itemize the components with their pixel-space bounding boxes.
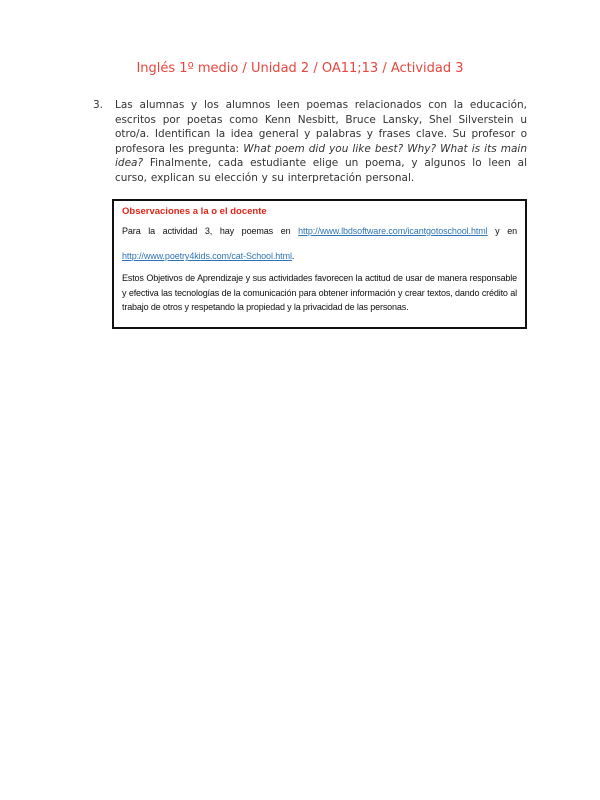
poems-link-lbdsoftware[interactable]: http://www.lbdsoftware.com/icantgotoschool.html: [298, 226, 488, 236]
note-heading: Observaciones a la o el docente: [122, 206, 267, 217]
page-title: Inglés 1º medio / Unidad 2 / OA11;13 / Actividad 3: [136, 61, 464, 76]
activity-text-part1: Las alumnas y los alumnos leen poemas relacionados con la educación, escritos por poetas como Kenn Nesbitt, Bruce Lansky, Shel Silverstein u otro/a. Identifican la idea general y palabras y frases clave. Su profesor o profesora les pregunta:: [115, 99, 527, 155]
teacher-note-box: [112, 199, 527, 329]
note-link2-line: [122, 250, 517, 263]
note-objectives-text: Estos Objetivos de Aprendizaje y sus actividades favorecen la actitud de usar de manera responsable y efectiva las tecnologías de la comunicación para obtener información y crear textos, dando crédito al trabajo de otros y respetando la propiedad y la privacidad de las personas.: [122, 273, 517, 312]
activity-text-part2: Finalmente, cada estudiante elige un poema, y algunos lo leen al curso, explican su elección y su interpretación personal.: [115, 157, 527, 184]
note-link2-period: .: [291, 251, 295, 261]
note-links-intro: Para la actividad 3, hay poemas en: [122, 226, 299, 236]
activity-number: 3.: [93, 99, 104, 111]
poems-link-poetry4kids[interactable]: http://www.poetry4kids.com/cat-School.html: [122, 251, 292, 261]
activity-item: [93, 98, 527, 185]
note-links-connector: y en: [487, 226, 518, 236]
activity-text: [115, 98, 527, 185]
note-links-line: [122, 225, 517, 238]
activity-questions-italic: What poem did you like best? Why? What is its main idea?: [115, 142, 527, 169]
